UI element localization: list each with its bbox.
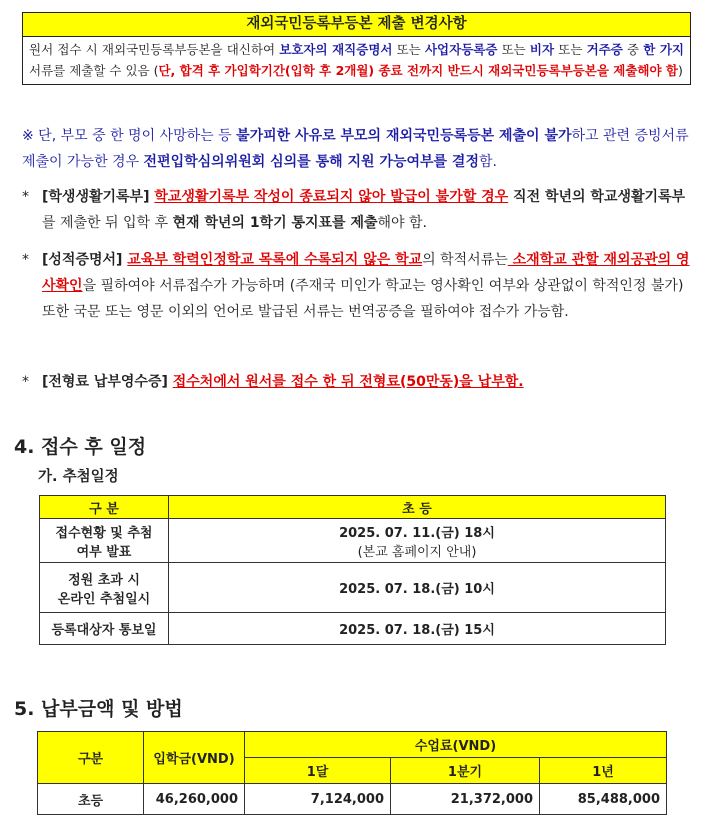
table-cell-value [169, 519, 666, 563]
table-header-row [38, 732, 667, 758]
schedule-value: 2025. 07. 11.(금) 18시 [339, 525, 495, 541]
table-cell-label [40, 519, 169, 563]
label-line: 정원 초과 시 [68, 572, 140, 588]
schedule-value: 2025. 07. 18.(금) 15시 [339, 623, 495, 638]
record-text: 를 제출한 뒤 입학 후 [42, 215, 173, 231]
notice-residence: 거주증 [586, 42, 623, 57]
grade-paragraph [22, 247, 694, 325]
notice-visa: 비자 [529, 42, 555, 57]
table-cell-label [40, 563, 169, 613]
label-line: 온라인 추첨일시 [57, 591, 151, 607]
notice-text: ) [677, 63, 683, 78]
fee-label: [전형료 납부영수증] [42, 374, 173, 390]
schedule-sub: (본교 홈페이지 안내) [357, 544, 477, 560]
label-line: 여부 발표 [76, 544, 132, 560]
fee-paragraph [22, 369, 694, 395]
table-header: 초 등 [169, 496, 666, 519]
section-4-heading: 4. 접수 후 일정 [14, 436, 147, 458]
schedule-table [39, 495, 666, 645]
note-emphasis: 전편입학심의위원회 심의를 통해 지원 가능여부를 결정 [143, 154, 479, 170]
table-row [40, 563, 666, 613]
record-text-bold: 현재 학년의 1학기 통지표를 제출 [172, 215, 378, 231]
note-paragraph [22, 123, 694, 175]
notice-text: 중 [622, 42, 644, 57]
table-row [38, 784, 667, 815]
grade-text: 을 필하여야 서류접수가 가능하며 (주재국 미인가 학교는 영사확인 여부와 상관없이 학적인정 불가) 또한 국문 또는 영문 이외의 언어로 발급된 서류는 번역공증을 필하여야 접수가 가능함. [42, 278, 684, 320]
table-cell-value [169, 613, 666, 645]
table-cell: 초등 [38, 784, 144, 815]
table-cell: 85,488,000 [540, 784, 667, 815]
table-cell-label [40, 613, 169, 645]
note-text: 함. [478, 154, 497, 170]
table-header: 구분 [38, 732, 144, 784]
record-emphasis: 학교생활기록부 작성이 종료되지 않아 발급이 불가할 경우 [154, 189, 509, 205]
note-text: ※ 단, 부모 중 한 명이 사망하는 등 [22, 128, 237, 144]
table-header: 1년 [540, 758, 667, 784]
table-cell-value [169, 563, 666, 613]
notice-text: 원서 접수 시 재외국민등록부등본을 대신하여 [29, 42, 280, 57]
record-paragraph [22, 184, 694, 236]
fee-emphasis: 접수처에서 원서를 접수 한 뒤 전형료(50만동)을 납부함. [172, 374, 524, 390]
table-cell: 46,260,000 [144, 784, 245, 815]
table-header-row [40, 496, 666, 519]
record-label: [학생생활기록부] [42, 189, 155, 205]
note-text: 하고 관련 증빙서류 제출이 가능한 경우 [22, 128, 689, 170]
table-header: 1달 [245, 758, 391, 784]
bullet: * [22, 374, 29, 390]
table-header: 1분기 [391, 758, 540, 784]
fee-table [37, 731, 667, 815]
notice-title: 재외국민등록부등본 제출 변경사항 [23, 13, 690, 37]
grade-emphasis: 소재학교 관할 재외공관의 영사확인 [42, 252, 690, 294]
table-header: 구 분 [40, 496, 169, 519]
notice-employment-cert: 보호자의 재직증명서 [279, 42, 393, 57]
grade-text: 의 학적서류는 [422, 252, 508, 268]
grade-emphasis: 교육부 학력인정학교 목록에 수록되지 않은 학교 [127, 252, 423, 268]
table-cell: 7,124,000 [245, 784, 391, 815]
table-header: 수업료(VND) [245, 732, 667, 758]
notice-text: 또는 [497, 42, 530, 57]
bullet: * [22, 189, 29, 205]
section-4-subheading: 가. 추첨일정 [38, 469, 119, 485]
notice-text: 또는 [392, 42, 425, 57]
table-row [40, 519, 666, 563]
table-header: 입학금(VND) [144, 732, 245, 784]
record-text: 해야 함. [377, 215, 427, 231]
record-text-bold: 직전 학년의 학교생활기록부 [508, 189, 686, 205]
schedule-value: 2025. 07. 18.(금) 10시 [339, 582, 495, 597]
note-emphasis: 불가피한 사유로 부모의 재외국민등록등본 제출이 불가 [236, 128, 572, 144]
label-line: 접수현황 및 추첨 [55, 525, 153, 541]
label-line: 등록대상자 통보일 [51, 623, 157, 638]
notice-condition: 단, 합격 후 가입학기간(입학 후 2개월) 종료 전까지 반드시 재외국민등록부등본을 제출해야 함 [158, 63, 678, 78]
notice-business-reg: 사업자등록증 [424, 42, 498, 57]
notice-text: 또는 [554, 42, 587, 57]
notice-one-type: 한 가지 [643, 42, 684, 57]
notice-body [23, 37, 690, 84]
table-cell: 21,372,000 [391, 784, 540, 815]
notice-box [22, 12, 691, 85]
table-row [40, 613, 666, 645]
bullet: * [22, 252, 29, 268]
section-5-heading: 5. 납부금액 및 방법 [14, 698, 183, 720]
notice-text: 서류를 제출할 수 있음 ( [29, 63, 159, 78]
grade-label: [성적증명서] [42, 252, 128, 268]
